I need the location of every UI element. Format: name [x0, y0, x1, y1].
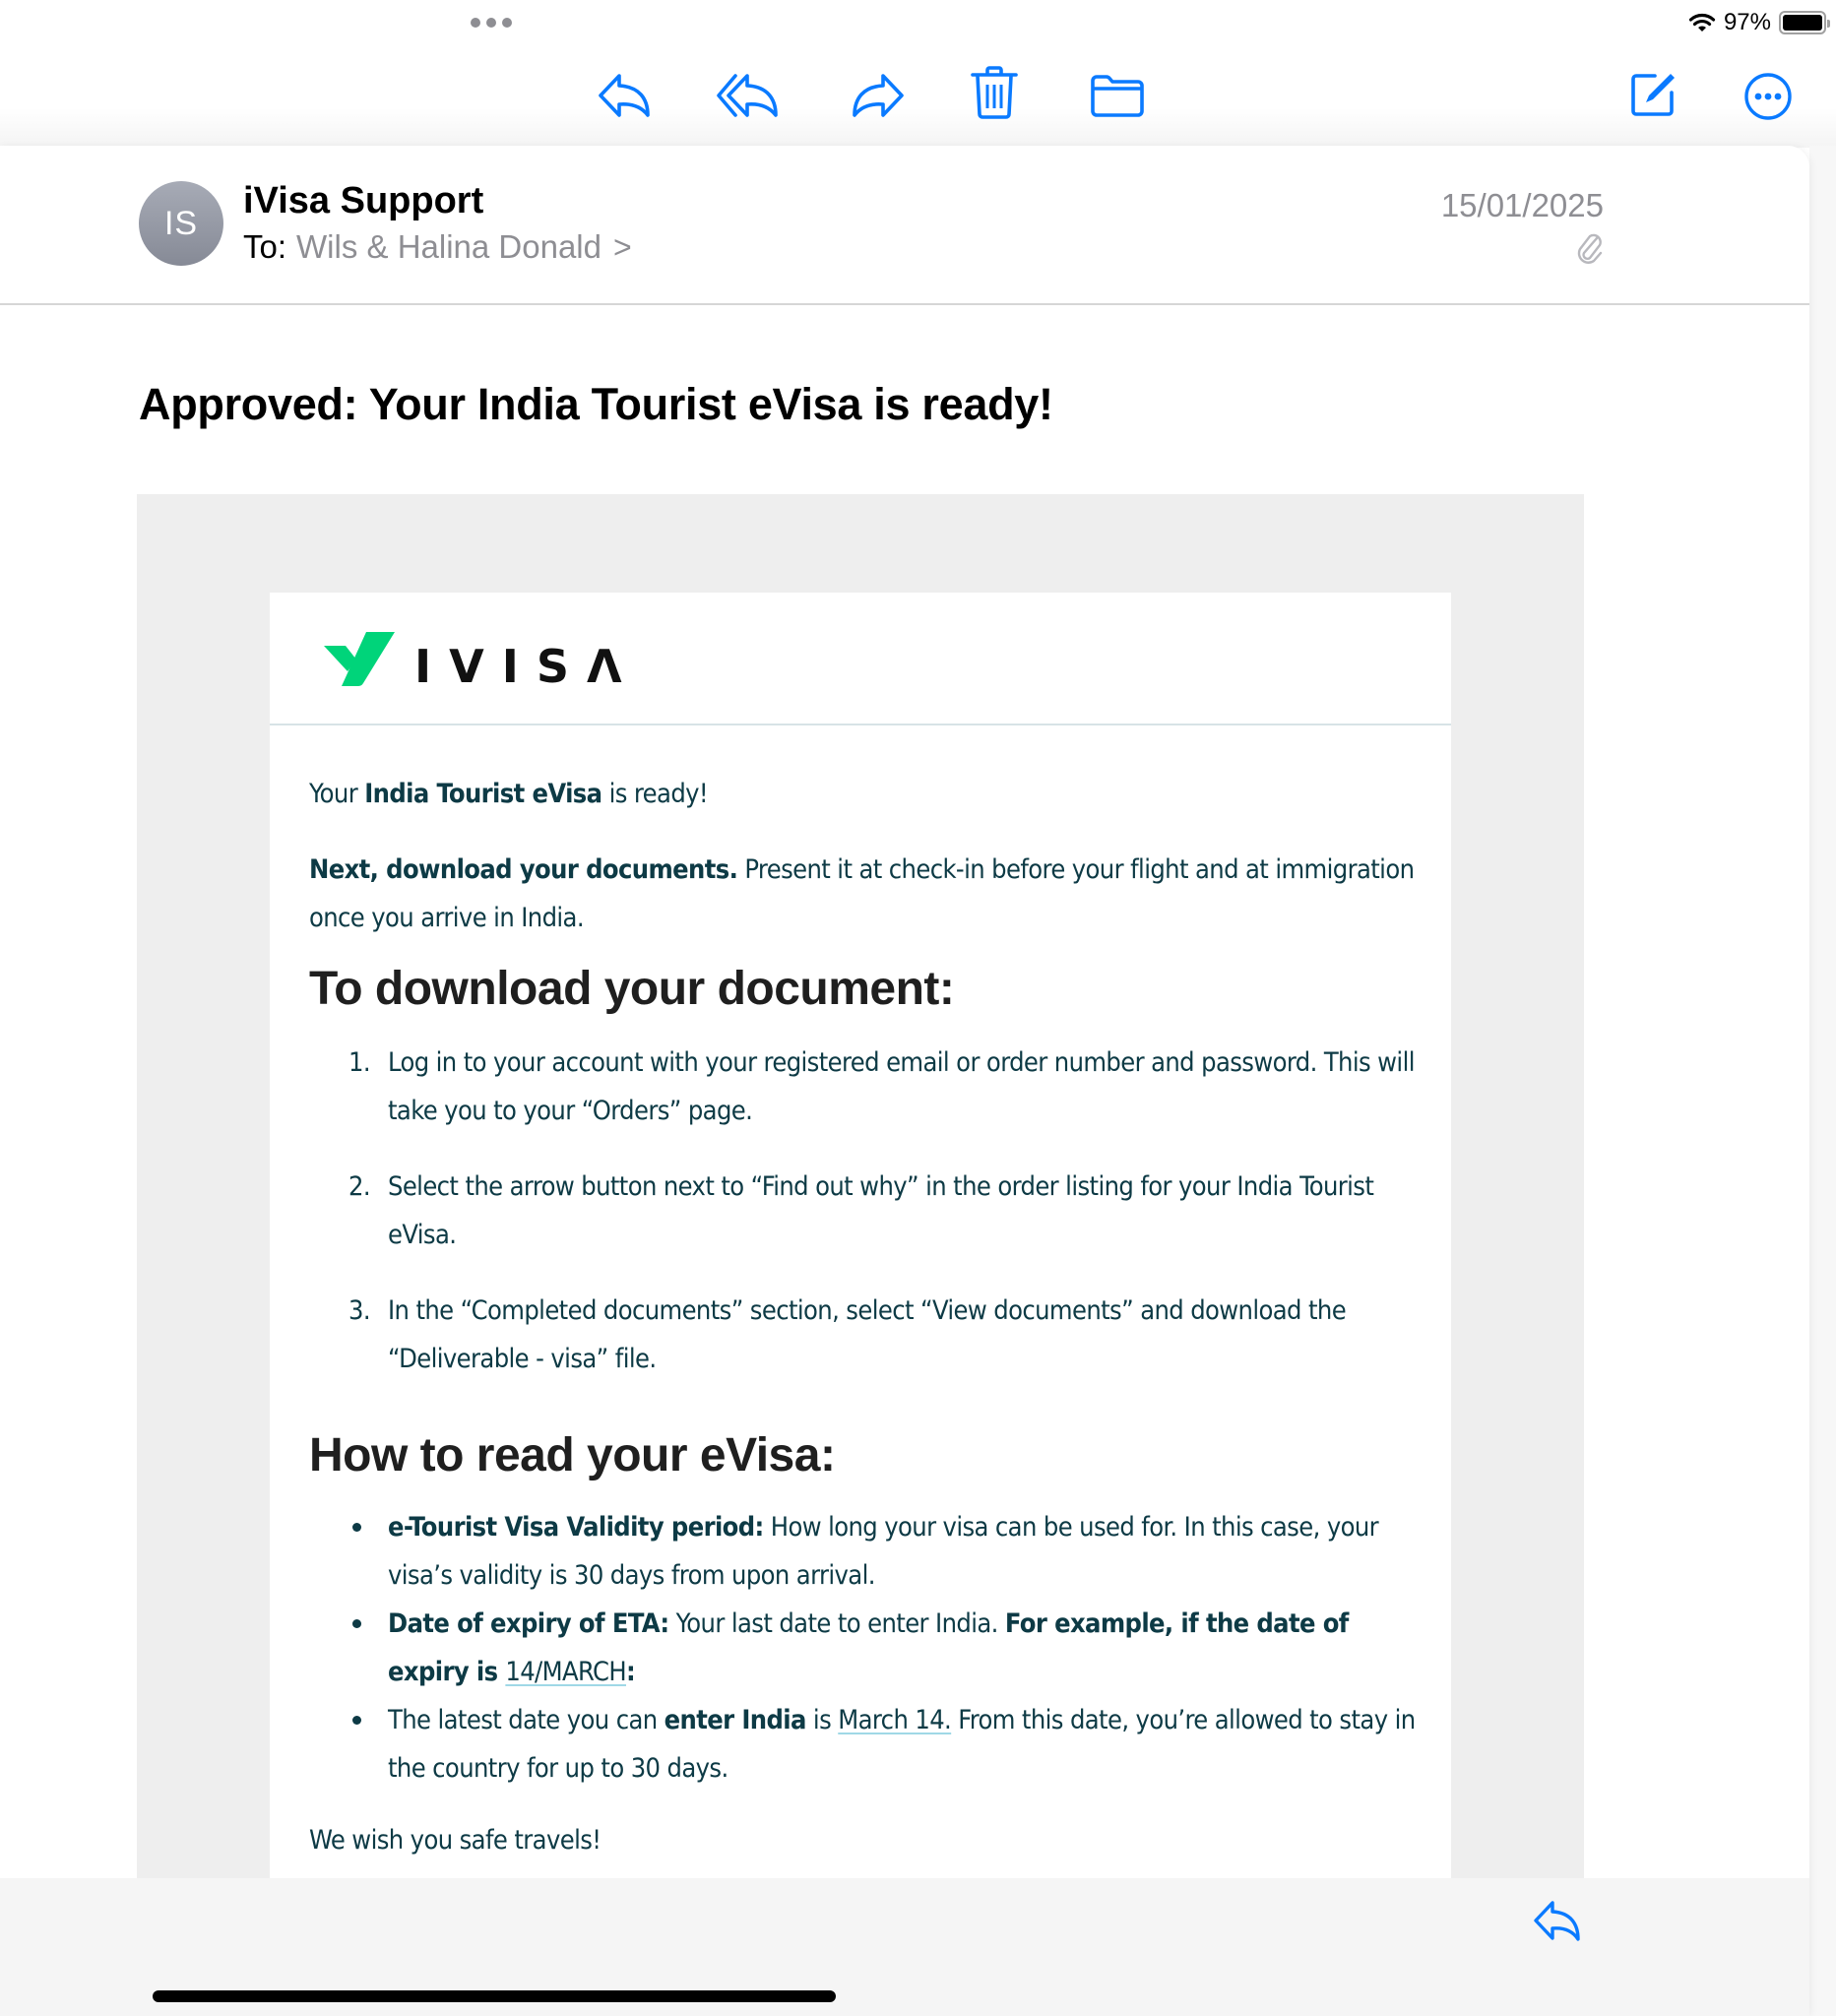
chevron-right-icon[interactable]: >	[613, 228, 632, 265]
step-item: 2. Select the arrow button next to “Find out why” in the order listing for your India Tourist eVisa.	[348, 1171, 1374, 1250]
bullet-item: e-Tourist Visa Validity period: How long your visa can be used for. In this case, your visa’s validity is 30 days from upon arrival.	[348, 1503, 1431, 1600]
next-paragraph: Next, download your documents. Present it at check-in before your flight and at immigration once you arrive in India.	[309, 854, 1415, 933]
email-content	[309, 770, 1431, 1864]
step-item: 1. Log in to your account with your registered email or order number and password. This will take you to your “Orders” page.	[348, 1047, 1415, 1126]
header-divider	[0, 303, 1809, 305]
reply-icon	[1533, 1900, 1582, 1943]
multitasking-dots-icon[interactable]	[471, 18, 512, 28]
closing-text: We wish you safe travels!	[309, 1825, 601, 1856]
download-steps	[348, 1039, 1431, 1383]
reply-icon	[598, 73, 653, 118]
ivisa-logo[interactable]	[270, 593, 1451, 724]
read-heading: How to read your eVisa:	[309, 1429, 836, 1481]
read-bullets	[348, 1503, 1431, 1793]
avatar[interactable]: IS	[139, 181, 223, 266]
folder-icon	[1090, 73, 1145, 118]
reply-button[interactable]	[598, 73, 653, 118]
download-heading: To download your document:	[309, 963, 955, 1015]
compose-button[interactable]	[1629, 69, 1678, 118]
intro-paragraph: Your India Tourist eVisa is ready!	[309, 779, 709, 809]
step-item: 3. In the “Completed documents” section, select “View documents” and download the “Deliverable - visa” file.	[348, 1295, 1347, 1374]
bullet-item: The latest date you can enter India is March 14. From this date, you’re allowed to stay in the country for up to 30 days.	[348, 1696, 1431, 1793]
email-body	[270, 593, 1451, 1878]
status-bar	[1688, 9, 1826, 36]
to-label: To:	[243, 228, 287, 265]
more-icon	[1743, 72, 1793, 121]
right-gutter	[1809, 146, 1836, 2016]
recipients-line[interactable]	[243, 228, 632, 266]
bottom-reply-button[interactable]	[1533, 1900, 1582, 1943]
date-link[interactable]: 14/MARCH	[505, 1657, 626, 1687]
message-date: 15/01/2025	[1440, 187, 1604, 223]
bullet-item: Date of expiry of ETA: Your last date to enter India. For example, if the date of expiry is 14/MARCH:	[348, 1600, 1431, 1696]
reply-all-icon	[716, 73, 781, 118]
ivisa-check-logo-icon	[324, 632, 398, 687]
date-link[interactable]: March 14.	[838, 1705, 952, 1735]
sender-name[interactable]: iVisa Support	[243, 180, 484, 221]
recipients[interactable]: Wils & Halina Donald	[296, 228, 601, 265]
trash-button[interactable]	[970, 65, 1019, 120]
move-to-folder-button[interactable]	[1090, 73, 1145, 118]
battery-icon	[1779, 11, 1826, 34]
forward-icon	[850, 73, 905, 118]
message-subject: Approved: Your India Tourist eVisa is ready!	[139, 379, 1053, 429]
home-indicator[interactable]	[153, 1990, 836, 2002]
reply-all-button[interactable]	[716, 73, 781, 118]
trash-icon	[970, 65, 1019, 120]
more-button[interactable]	[1743, 72, 1793, 121]
attachment-paperclip-icon	[1575, 232, 1605, 266]
compose-icon	[1629, 69, 1678, 118]
ivisa-logo-text: IVISΛ	[414, 640, 640, 693]
top-toolbar	[0, 49, 1836, 148]
wifi-icon	[1688, 12, 1716, 33]
battery-percent: 97%	[1723, 9, 1771, 35]
logo-divider	[270, 724, 1451, 725]
forward-button[interactable]	[850, 73, 905, 118]
